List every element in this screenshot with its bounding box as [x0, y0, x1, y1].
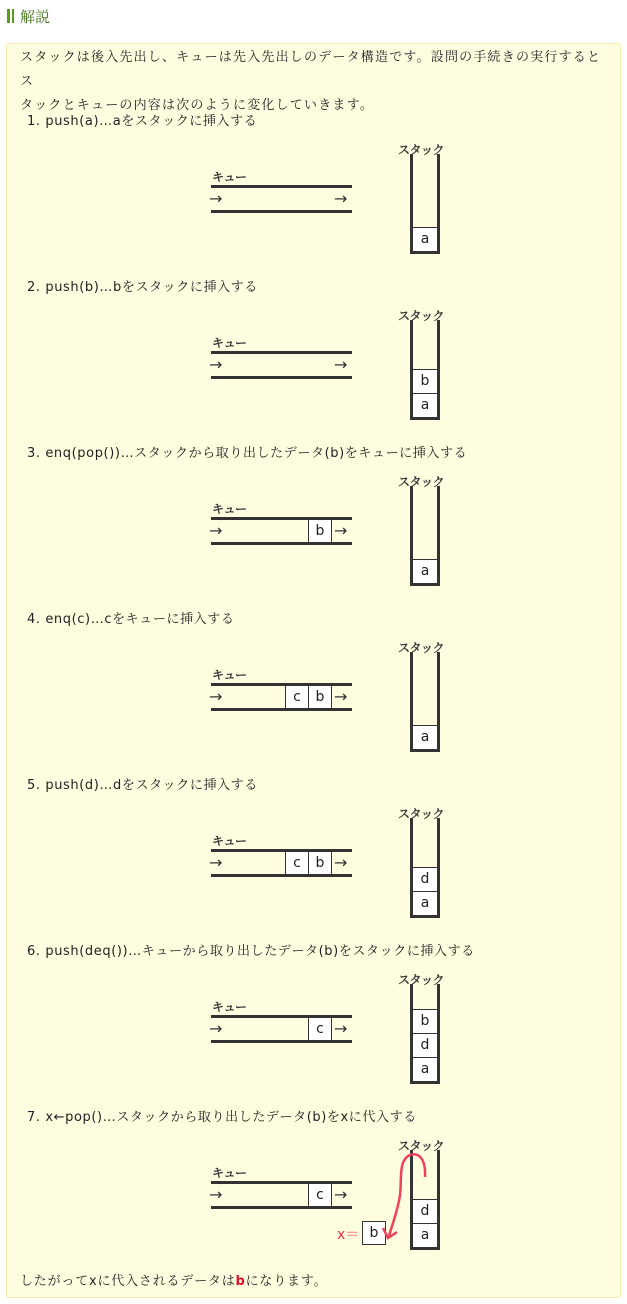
- step-label-6: 6. push(deq())…キューから取り出したデータ(b)をスタックに挿入する: [27, 944, 475, 959]
- step-label-4: 4. enq(c)…cをキューに挿入する: [27, 612, 235, 627]
- step-diagram-5: [0, 805, 627, 955]
- queue-cells: [309, 1018, 332, 1040]
- x-value-box: b: [362, 1221, 386, 1245]
- stack-title: スタック: [398, 807, 445, 821]
- stack-cell: a: [413, 891, 437, 915]
- queue-title: キュー: [212, 1166, 247, 1180]
- queue-cell: c: [308, 1018, 332, 1040]
- queue-in-arrow-icon: →: [209, 1185, 223, 1204]
- stack-title: スタック: [398, 309, 445, 323]
- conclusion-prefix: したがってxに代入されるデータは: [20, 1274, 236, 1289]
- queue-bottom-line: [211, 874, 352, 877]
- queue-bottom-line: [211, 1206, 352, 1209]
- step-label-2: 2. push(b)…bをスタックに挿入する: [27, 280, 258, 295]
- section-title: 解説: [20, 7, 51, 26]
- stack-cells: [413, 1009, 437, 1081]
- queue-cell: c: [308, 1184, 332, 1206]
- queue-in-arrow-icon: →: [209, 1019, 223, 1038]
- queue-in-arrow-icon: →: [209, 189, 223, 208]
- queue-out-arrow-icon: →: [334, 1185, 348, 1204]
- stack-tube: [410, 652, 440, 752]
- stack-tube: [410, 818, 440, 918]
- queue-title: キュー: [212, 668, 247, 682]
- stack-tube: [410, 154, 440, 254]
- conclusion-text: [20, 1270, 327, 1289]
- stack-title: スタック: [398, 475, 445, 489]
- stack-cells: [413, 369, 437, 417]
- step-diagram-2: [0, 307, 627, 457]
- queue-cells: [309, 520, 332, 542]
- step-label-3: 3. enq(pop())…スタックから取り出したデータ(b)をキューに挿入する: [27, 446, 468, 461]
- stack-cell: a: [413, 393, 437, 417]
- stack-title: スタック: [398, 143, 445, 157]
- stack-cells: [413, 725, 437, 749]
- queue-in-arrow-icon: →: [209, 521, 223, 540]
- queue-cell: c: [285, 686, 309, 708]
- step-diagram-3: [0, 473, 627, 623]
- stack-tube: [410, 984, 440, 1084]
- pop-arrow-icon: [380, 1150, 430, 1245]
- header-accent-bar: [7, 9, 10, 23]
- queue-bottom-line: [211, 542, 352, 545]
- x-assign-label: x＝: [337, 1227, 360, 1243]
- queue-cells: [286, 852, 332, 874]
- queue-top-line: [211, 185, 352, 188]
- step-label-5: 5. push(d)…dをスタックに挿入する: [27, 778, 258, 793]
- queue-bottom-line: [211, 376, 352, 379]
- stack-tube: [410, 320, 440, 420]
- queue-bottom-line: [211, 210, 352, 213]
- stack-cells: [413, 867, 437, 915]
- queue-cell: c: [285, 852, 309, 874]
- queue-in-arrow-icon: →: [209, 355, 223, 374]
- queue-title: キュー: [212, 502, 247, 516]
- queue-bottom-line: [211, 708, 352, 711]
- queue-in-arrow-icon: →: [209, 853, 223, 872]
- stack-title: スタック: [398, 1139, 445, 1153]
- queue-in-arrow-icon: →: [209, 687, 223, 706]
- intro-line-1: スタックは後入先出し、キューは先入先出しのデータ構造です。設問の手続きの実行するとス: [20, 50, 602, 89]
- stack-cell: a: [413, 725, 437, 749]
- intro-line-2: タックとキューの内容は次のように変化していきます。: [20, 98, 374, 113]
- queue-out-arrow-icon: →: [334, 1019, 348, 1038]
- stack-title: スタック: [398, 973, 445, 987]
- stack-cells: [413, 559, 437, 583]
- queue-title: キュー: [212, 170, 247, 184]
- queue-out-arrow-icon: →: [334, 189, 348, 208]
- stack-cells: [413, 227, 437, 251]
- stack-cell: a: [413, 1057, 437, 1081]
- step-diagram-7: [0, 1137, 627, 1287]
- stack-cell: d: [413, 1199, 437, 1223]
- queue-cell: b: [308, 686, 332, 708]
- queue-top-line: [211, 351, 352, 354]
- queue-cells: [309, 1184, 332, 1206]
- queue-title: キュー: [212, 834, 247, 848]
- queue-out-arrow-icon: →: [334, 687, 348, 706]
- stack-cell: a: [413, 559, 437, 583]
- section-header: [7, 6, 50, 26]
- stack-tube: [410, 486, 440, 586]
- stack-cell: b: [413, 1009, 437, 1033]
- stack-cell: a: [413, 1223, 437, 1247]
- queue-cell: b: [308, 520, 332, 542]
- step-label-7: 7. x←pop()…スタックから取り出したデータ(b)をxに代入する: [27, 1110, 417, 1125]
- queue-cell: b: [308, 852, 332, 874]
- step-diagram-6: [0, 971, 627, 1121]
- queue-cells: [286, 686, 332, 708]
- conclusion-suffix: になります。: [245, 1274, 328, 1289]
- stack-cell: a: [413, 227, 437, 251]
- queue-title: キュー: [212, 336, 247, 350]
- stack-cell: b: [413, 369, 437, 393]
- queue-out-arrow-icon: →: [334, 355, 348, 374]
- stack-cell: d: [413, 1033, 437, 1057]
- header-accent-bar-thin: [12, 9, 14, 23]
- intro-text: [20, 46, 615, 118]
- queue-out-arrow-icon: →: [334, 521, 348, 540]
- stack-title: スタック: [398, 641, 445, 655]
- stack-cell: d: [413, 867, 437, 891]
- queue-title: キュー: [212, 1000, 247, 1014]
- step-diagram-4: [0, 639, 627, 789]
- queue-bottom-line: [211, 1040, 352, 1043]
- queue-out-arrow-icon: →: [334, 853, 348, 872]
- step-label-1: 1. push(a)…aをスタックに挿入する: [27, 114, 258, 129]
- step-diagram-1: [0, 141, 627, 291]
- answer-highlight: b: [235, 1274, 246, 1289]
